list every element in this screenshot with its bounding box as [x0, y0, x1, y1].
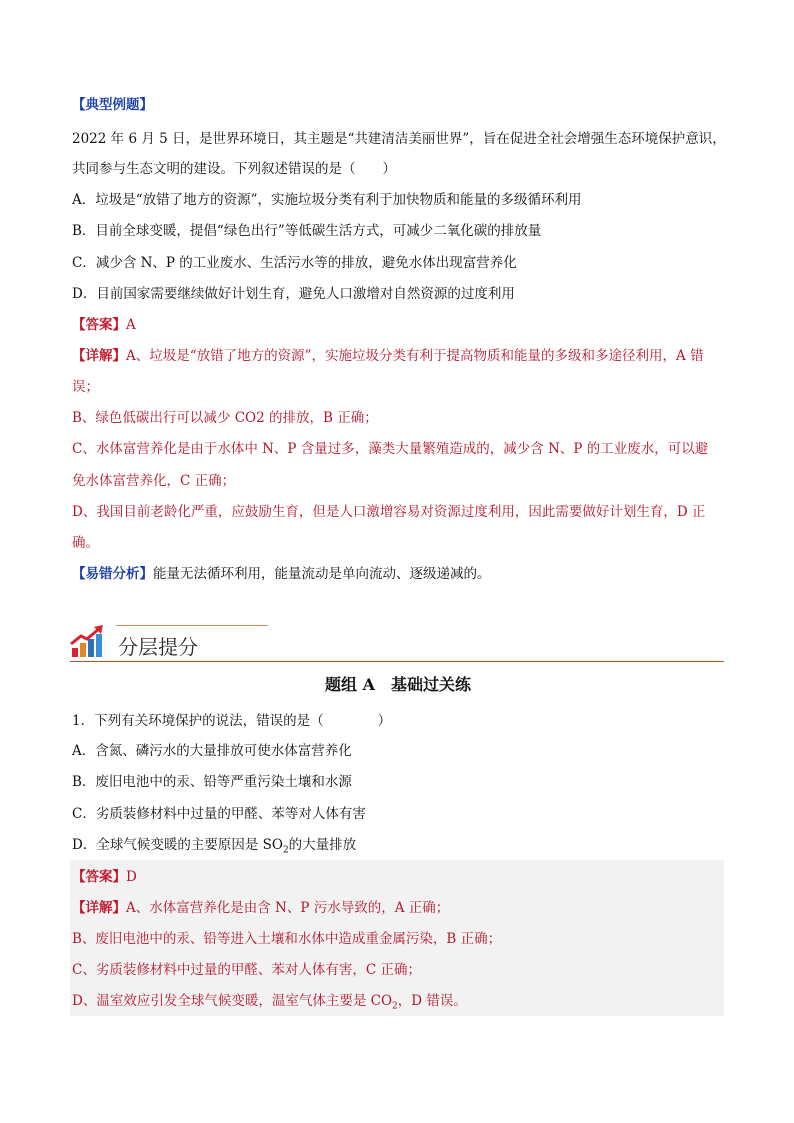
q1-option-b: B．废旧电池中的汞、铅等严重污染土壤和水源 — [72, 774, 352, 790]
q1-option-a: A．含氮、磷污水的大量排放可使水体富营养化 — [72, 743, 352, 759]
q1-answer-tag: 【答案】 — [72, 869, 126, 885]
example-detail-line-5: 免水体富营养化，C 正确； — [72, 473, 236, 489]
example-detail-line-1 — [72, 345, 724, 367]
example-detail-line-4: C、水体富营养化是由于水体中 N、P 含量过多，藻类大量繁殖造成的，减少含 N、P 的工业废水，可以避 — [72, 441, 709, 457]
q1-detail-line-3: C、劣质装修材料中过量的甲醛、苯对人体有害，C 正确； — [72, 962, 421, 978]
q1-detail-d-pre: D、温室效应引发全球气候变暖，温室气体主要是 CO — [72, 993, 393, 1009]
example-detail-text-1: A、垃圾是“放错了地方的资源”，实施垃圾分类有利于提高物质和能量的多级和多途径利用，A 错 — [126, 348, 704, 364]
section-header — [70, 622, 724, 662]
q1-detail-d-post: ，D 错误。 — [397, 993, 467, 1009]
q1-detail-line-4 — [72, 990, 724, 1018]
example-error-tag: 【易错分析】 — [72, 566, 153, 582]
example-answer — [72, 314, 724, 336]
example-tag: 【典型例题】 — [72, 97, 153, 113]
example-stem-line-2: 共同参与生态文明的建设。下列叙述错误的是（ ） — [72, 161, 396, 177]
example-option-c: C．减少含 N、P 的工业废水、生活污水等的排放，避免水体出现富营养化 — [72, 255, 517, 271]
q1-option-c: C．劣质装修材料中过量的甲醛、苯等对人体有害 — [72, 806, 366, 822]
rising-chart-icon — [70, 624, 106, 658]
q1-option-d-pre: D．全球气候变暖的主要原因是 SO — [72, 837, 283, 853]
section-title: 分层提分 — [118, 635, 198, 659]
example-error-text: 能量无法循环利用，能量流动是单向流动、逐级递减的。 — [153, 566, 491, 582]
q1-answer-value: D — [126, 869, 137, 885]
example-option-d: D．目前国家需要继续做好计划生育，避免人口激增对自然资源的过度利用 — [72, 286, 515, 302]
example-stem-line-1: 2022 年 6 月 5 日，是世界环境日，其主题是“共建清洁美丽世界”，旨在促进全社会增强生态环境保护意识， — [72, 131, 726, 147]
q1-answer — [72, 866, 724, 888]
section-top-line — [116, 625, 268, 626]
q1-detail-line-1 — [72, 897, 724, 919]
example-detail-line-2: 误； — [72, 379, 99, 395]
example-detail-tag: 【详解】 — [72, 348, 126, 364]
example-option-a: A．垃圾是“放错了地方的资源”，实施垃圾分类有利于加快物质和能量的多级循环利用 — [72, 192, 582, 208]
group-title: 题组 A 基础过关练 — [325, 675, 471, 694]
example-answer-value: A — [126, 317, 136, 333]
q1-stem: 1．下列有关环境保护的说法，错误的是（ ） — [72, 713, 392, 729]
example-detail-line-7: 确。 — [72, 535, 99, 551]
example-detail-line-6: D、我国目前老龄化严重，应鼓励生育，但是人口激增容易对资源过度利用，因此需要做好计划生育，D 正 — [72, 504, 706, 520]
q1-detail-tag: 【详解】 — [72, 900, 126, 916]
q1-option-d-sub: 2 — [282, 845, 289, 856]
q1-detail-line-2: B、废旧电池中的汞、铅等进入土壤和水体中造成重金属污染，B 正确； — [72, 931, 502, 947]
example-answer-tag: 【答案】 — [72, 317, 126, 333]
q1-option-d — [72, 834, 724, 862]
example-detail-line-3: B、绿色低碳出行可以减少 CO2 的排放，B 正确； — [72, 410, 378, 426]
q1-detail-d-sub: 2 — [392, 1001, 398, 1012]
section-rule — [70, 661, 724, 662]
q1-option-d-post: 的大量排放 — [288, 837, 357, 853]
example-option-b: B．目前全球变暖，提倡“绿色出行”等低碳生活方式，可减少二氧化碳的排放量 — [72, 223, 542, 239]
q1-detail-text-1: A、水体富营养化是由含 N、P 污水导致的，A 正确； — [126, 900, 450, 916]
example-error-analysis — [72, 563, 724, 585]
